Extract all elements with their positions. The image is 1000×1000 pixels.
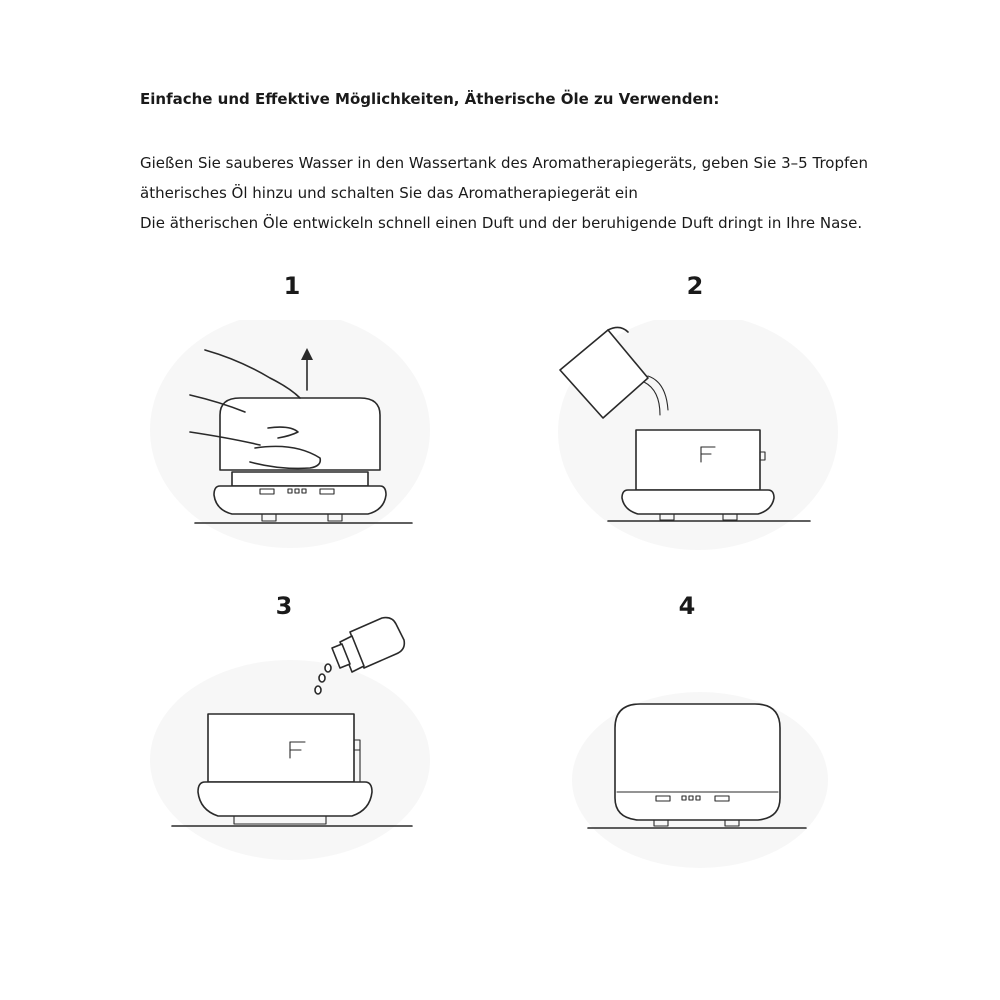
lift-cover-icon — [150, 320, 450, 560]
step-number-4: 4 — [678, 592, 696, 620]
body-line: Die ätherischen Öle entwickeln schnell einen Duft und der beruhigende Duft dringt in Ihre Nase. — [140, 214, 863, 232]
instructions-body — [140, 148, 868, 238]
add-oil-drops-icon — [150, 610, 450, 860]
pour-water-icon — [548, 320, 848, 560]
step-number-3: 3 — [275, 592, 293, 620]
step-number-1: 1 — [283, 272, 301, 300]
body-line: Gießen Sie sauberes Wasser in den Wassertank des Aromatherapiegeräts, geben Sie 3–5 Tropfen — [140, 154, 868, 172]
step-number-2: 2 — [686, 272, 704, 300]
close-cover-icon — [570, 680, 830, 870]
instructions-heading: Einfache und Effektive Möglichkeiten, Ätherische Öle zu Verwenden: — [140, 90, 720, 108]
body-line: ätherisches Öl hinzu und schalten Sie das Aromatherapiegerät ein — [140, 184, 638, 202]
